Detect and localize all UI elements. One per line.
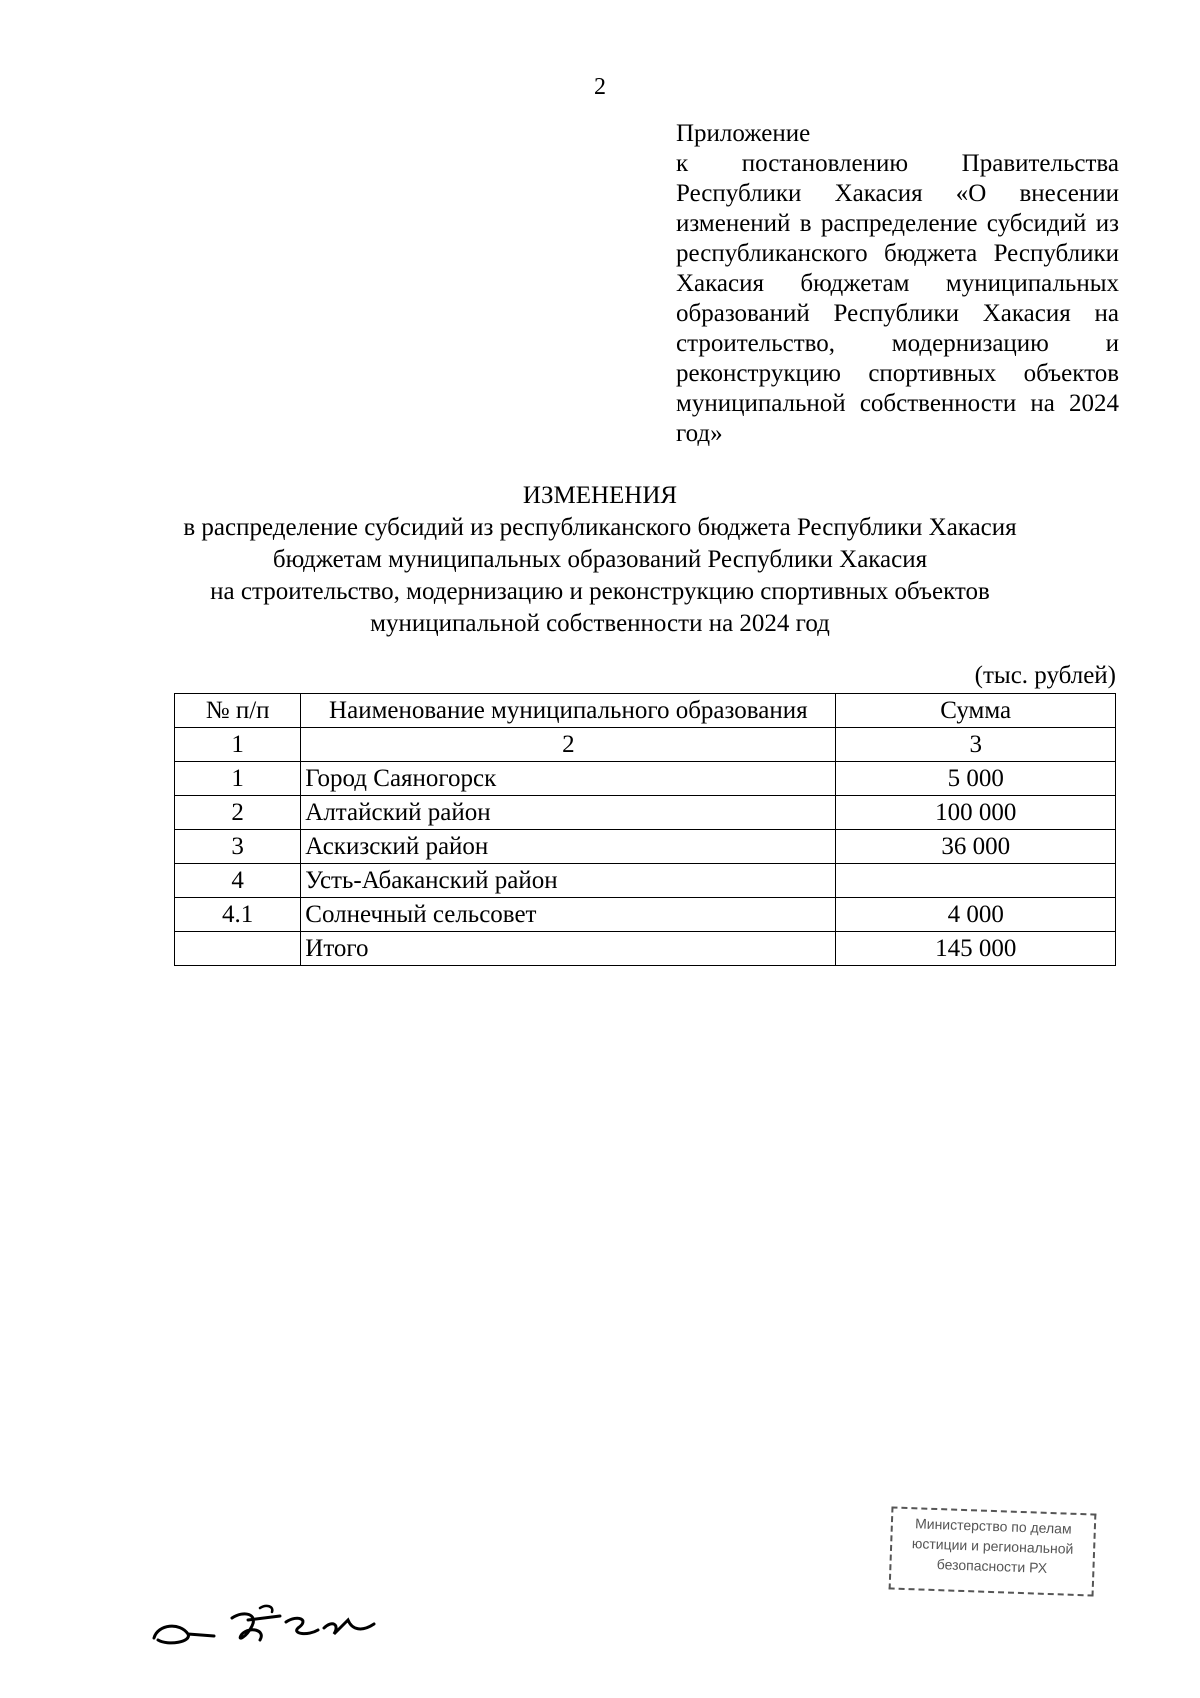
row-number: 2 bbox=[175, 796, 301, 830]
row-name: Алтайский район bbox=[301, 796, 836, 830]
units-note: (тыс. рублей) bbox=[974, 662, 1116, 689]
header-name: Наименование муниципального образования bbox=[301, 694, 836, 728]
header-sum: Сумма bbox=[836, 694, 1116, 728]
stamp-line: безопасности РХ bbox=[936, 1556, 1048, 1576]
row-sum: 100 000 bbox=[836, 796, 1116, 830]
row-number: 3 bbox=[175, 830, 301, 864]
row-name: Солнечный сельсовет bbox=[301, 898, 836, 932]
page-number: 2 bbox=[594, 74, 606, 100]
table-row bbox=[175, 864, 1116, 898]
row-name: Аскизский район bbox=[301, 830, 836, 864]
heading-line: муниципальной собственности на 2024 год bbox=[370, 610, 830, 637]
stamp-line: Министерство по делам bbox=[914, 1515, 1072, 1537]
table-row bbox=[175, 898, 1116, 932]
row-number: 4 bbox=[175, 864, 301, 898]
row-number bbox=[175, 932, 301, 966]
total-sum: 145 000 bbox=[836, 932, 1116, 966]
appendix-body: к постановлению Правительства Республики Хакасия «О внесении изменений в распределение субсидий из республиканского бюджета Республики Хакасия бюджетам муниципальных образований Республики Хакасия на строительство, модернизацию и реконструкцию спортивных объектов муниципальной собственности на 2024 год» bbox=[676, 150, 1119, 447]
heading-title: ИЗМЕНЕНИЯ bbox=[522, 482, 678, 509]
row-number: 1 bbox=[175, 762, 301, 796]
subsidy-table bbox=[174, 693, 1116, 966]
column-index-row bbox=[175, 728, 1116, 762]
row-sum bbox=[836, 864, 1116, 898]
table-row bbox=[175, 762, 1116, 796]
table-row bbox=[175, 796, 1116, 830]
header-number: № п/п bbox=[175, 694, 301, 728]
stamp-line: юстиции и региональной bbox=[911, 1535, 1074, 1557]
total-label: Итого bbox=[301, 932, 836, 966]
table-row bbox=[175, 830, 1116, 864]
column-index-cell: 1 bbox=[175, 728, 301, 762]
appendix-title: Приложение bbox=[676, 120, 811, 147]
row-sum: 36 000 bbox=[836, 830, 1116, 864]
heading-line: в распределение субсидий из республиканского бюджета Республики Хакасия bbox=[183, 514, 1017, 541]
row-number: 4.1 bbox=[175, 898, 301, 932]
heading-line: бюджетам муниципальных образований Республики Хакасия bbox=[272, 546, 928, 573]
column-index-cell: 2 bbox=[301, 728, 836, 762]
row-sum: 4 000 bbox=[836, 898, 1116, 932]
table-header-row bbox=[175, 694, 1116, 728]
document-heading bbox=[150, 480, 1050, 640]
heading-line: на строительство, модернизацию и реконструкцию спортивных объектов bbox=[210, 578, 990, 605]
column-index-cell: 3 bbox=[836, 728, 1116, 762]
row-sum: 5 000 bbox=[836, 762, 1116, 796]
appendix-block bbox=[676, 119, 1119, 449]
total-row bbox=[175, 932, 1116, 966]
row-name: Город Саяногорск bbox=[301, 762, 836, 796]
row-name: Усть-Абаканский район bbox=[301, 864, 836, 898]
ministry-stamp bbox=[889, 1506, 1097, 1596]
handwritten-signature bbox=[148, 1590, 428, 1660]
